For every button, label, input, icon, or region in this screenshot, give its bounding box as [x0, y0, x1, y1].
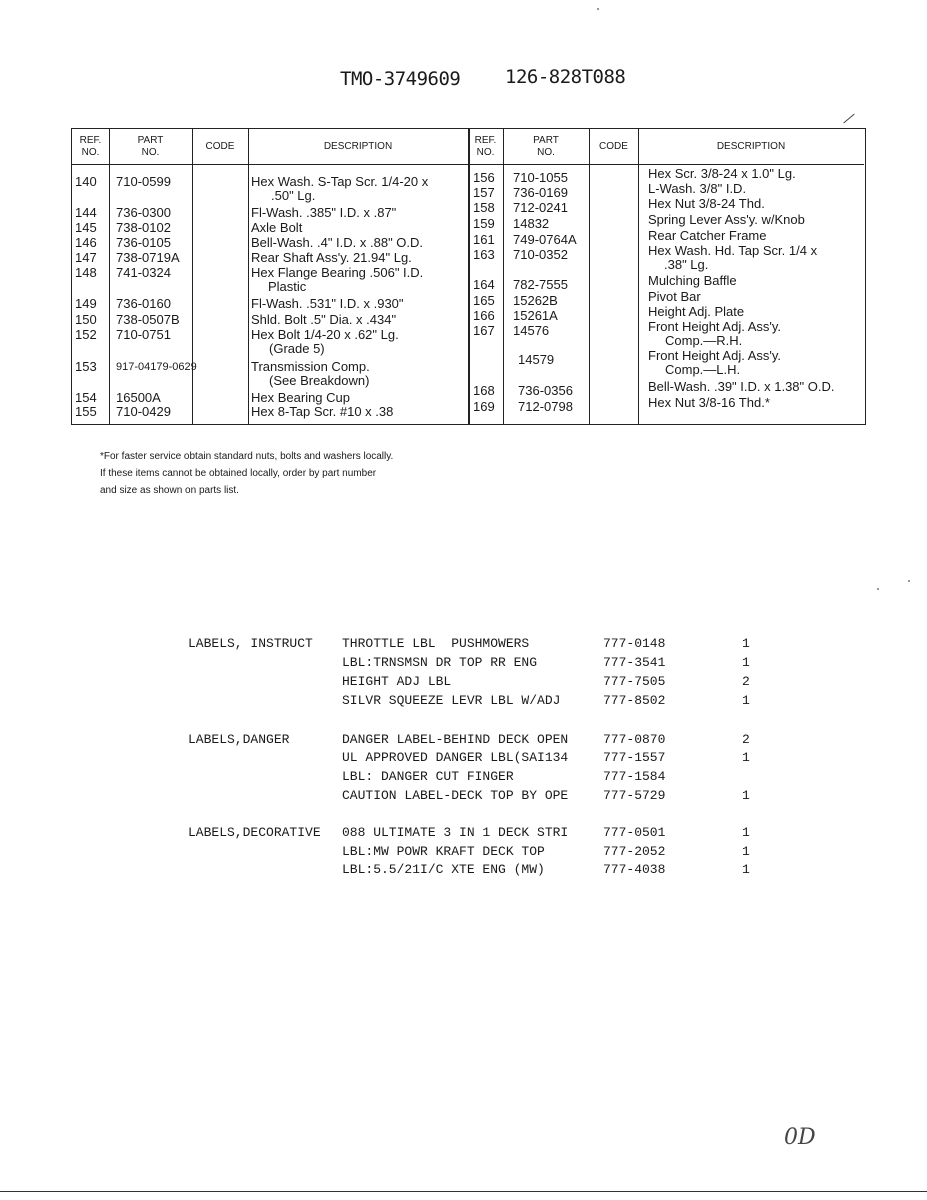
label-part-no: 777-8502 [603, 693, 666, 708]
description: Rear Catcher Frame [648, 228, 767, 243]
col-header-desc: DESCRIPTION [248, 129, 468, 165]
ref-no: 148 [75, 265, 97, 280]
ref-no: 149 [75, 296, 97, 311]
column-rule [109, 129, 110, 424]
part-no: 710-0352 [513, 247, 568, 262]
parts-table [71, 128, 866, 425]
ref-no: 161 [473, 232, 495, 247]
part-no: 710-0599 [116, 174, 171, 189]
ref-no: 150 [75, 312, 97, 327]
description: Mulching Baffle [648, 273, 737, 288]
col-header-desc-2: DESCRIPTION [638, 129, 864, 165]
part-no: 15262B [513, 293, 558, 308]
ref-no: 165 [473, 293, 495, 308]
part-no: 15261A [513, 308, 558, 323]
label-part-no: 777-3541 [603, 655, 666, 670]
label-qty: 1 [742, 693, 750, 708]
label-part-no: 777-2052 [603, 844, 666, 859]
description: Shld. Bolt .5" Dia. x .434" [251, 312, 397, 327]
ref-no: 154 [75, 390, 97, 405]
label-description: LBL:MW POWR KRAFT DECK TOP [342, 844, 545, 859]
label-part-no: 777-4038 [603, 862, 666, 877]
description: Hex Scr. 3/8-24 x 1.0" Lg. [648, 166, 796, 181]
label-row [0, 750, 927, 768]
label-row [0, 655, 927, 673]
page-bottom-rule [0, 1191, 927, 1192]
part-no: 738-0102 [116, 220, 171, 235]
description: Hex Bearing Cup [251, 390, 350, 405]
footnote-line: *For faster service obtain standard nuts, bolts and washers locally. [100, 451, 394, 462]
part-no: 14579 [518, 352, 555, 367]
description-cont: Comp.—L.H. [665, 362, 741, 377]
label-part-no: 777-0501 [603, 825, 666, 840]
label-qty: 2 [742, 732, 750, 747]
part-no: 710-1055 [513, 170, 568, 185]
description-cont: Comp.—R.H. [665, 333, 743, 348]
label-row [0, 825, 927, 843]
pen-mark [843, 114, 854, 124]
description: L-Wash. 3/8" I.D. [648, 181, 747, 196]
label-description: SILVR SQUEEZE LEVR LBL W/ADJ [342, 693, 561, 708]
ref-no: 144 [75, 205, 97, 220]
description: Hex Nut 3/8-24 Thd. [648, 196, 765, 211]
col-header-part: PART NO. [109, 129, 192, 165]
column-rule [503, 129, 504, 424]
column-rule [248, 129, 249, 424]
handwritten-note: 0D [784, 1125, 816, 1150]
ref-no: 169 [473, 399, 495, 414]
description: Transmission Comp. [251, 359, 370, 374]
model-code: TMO-3749609 [340, 68, 461, 90]
label-description: THROTTLE LBL PUSHMOWERS [342, 636, 530, 651]
col-header-ref: REF. NO. [72, 129, 109, 165]
description: Hex Wash. S-Tap Scr. 1/4-20 x [251, 174, 429, 189]
ref-no: 152 [75, 327, 97, 342]
part-no: 738-0719A [116, 250, 180, 265]
description: Hex Wash. Hd. Tap Scr. 1/4 x [648, 243, 818, 258]
label-description: UL APPROVED DANGER LBL(SAI134 [342, 750, 569, 765]
ref-no: 153 [75, 359, 97, 374]
description: Pivot Bar [648, 289, 701, 304]
part-no: 710-0429 [116, 404, 171, 419]
ref-no: 157 [473, 185, 495, 200]
label-row [0, 693, 927, 711]
ref-no: 158 [473, 200, 495, 215]
ref-no: 145 [75, 220, 97, 235]
description-cont: .50" Lg. [271, 188, 316, 203]
ref-no: 155 [75, 404, 97, 419]
label-qty: 1 [742, 862, 750, 877]
ref-no: 164 [473, 277, 495, 292]
ref-no: 167 [473, 323, 495, 338]
label-part-no: 777-1584 [603, 769, 666, 784]
description: Fl-Wash. .385" I.D. x .87" [251, 205, 397, 220]
col-header-code-2: CODE [589, 129, 638, 165]
part-no: 712-0798 [518, 399, 573, 414]
scan-speck [908, 580, 910, 582]
description: Height Adj. Plate [648, 304, 745, 319]
label-qty: 1 [742, 636, 750, 651]
part-no: 749-0764A [513, 232, 577, 247]
part-no: 710-0751 [116, 327, 171, 342]
column-rule [468, 129, 470, 424]
description: Fl-Wash. .531" I.D. x .930" [251, 296, 404, 311]
part-no: 741-0324 [116, 265, 171, 280]
description: Spring Lever Ass'y. w/Knob [648, 212, 805, 227]
footnote-line: If these items cannot be obtained locally, order by part number [100, 468, 377, 479]
label-qty: 1 [742, 750, 750, 765]
label-row [0, 674, 927, 692]
label-category: LABELS, INSTRUCT [188, 636, 313, 651]
label-qty: 1 [742, 844, 750, 859]
ref-no: 166 [473, 308, 495, 323]
label-row [0, 732, 927, 750]
ref-no: 140 [75, 174, 97, 189]
description: Axle Bolt [251, 220, 303, 235]
column-rule [638, 129, 639, 424]
description: Hex Bolt 1/4-20 x .62" Lg. [251, 327, 399, 342]
description-cont: Plastic [268, 279, 307, 294]
description-cont: (Grade 5) [269, 341, 325, 356]
label-row [0, 769, 927, 787]
part-no: 736-0356 [518, 383, 573, 398]
label-description: LBL:TRNSMSN DR TOP RR ENG [342, 655, 538, 670]
description-cont: (See Breakdown) [269, 373, 370, 388]
label-category: LABELS,DANGER [188, 732, 290, 747]
scan-speck [877, 588, 879, 590]
description: Rear Shaft Ass'y. 21.94" Lg. [251, 250, 412, 265]
label-qty: 1 [742, 655, 750, 670]
label-qty: 2 [742, 674, 750, 689]
part-no: 738-0507B [116, 312, 180, 327]
part-no: 917-04179-0629 [116, 361, 197, 373]
col-header-code: CODE [192, 129, 248, 165]
col-header-ref-2: REF. NO. [468, 129, 503, 165]
label-part-no: 777-7505 [603, 674, 666, 689]
label-row [0, 636, 927, 654]
description: Bell-Wash. .39" I.D. x 1.38" O.D. [648, 379, 835, 394]
column-rule [192, 129, 193, 424]
label-description: DANGER LABEL-BEHIND DECK OPEN [342, 732, 569, 747]
part-code: 126-828T088 [505, 66, 626, 88]
part-no: 736-0169 [513, 185, 568, 200]
label-row [0, 788, 927, 806]
description: Bell-Wash. .4" I.D. x .88" O.D. [251, 235, 424, 250]
footnote [100, 448, 393, 499]
ref-no: 146 [75, 235, 97, 250]
part-no: 14832 [513, 216, 550, 231]
ref-no: 147 [75, 250, 97, 265]
label-description: 088 ULTIMATE 3 IN 1 DECK STRI [342, 825, 569, 840]
part-no: 736-0300 [116, 205, 171, 220]
ref-no: 163 [473, 247, 495, 262]
part-no: 736-0160 [116, 296, 171, 311]
description: Front Height Adj. Ass'y. [648, 348, 782, 363]
description: Hex 8-Tap Scr. #10 x .38 [251, 404, 394, 419]
label-part-no: 777-0148 [603, 636, 666, 651]
label-description: LBL: DANGER CUT FINGER [342, 769, 514, 784]
ref-no: 168 [473, 383, 495, 398]
description: Hex Flange Bearing .506" I.D. [251, 265, 424, 280]
label-part-no: 777-1557 [603, 750, 666, 765]
description: Front Height Adj. Ass'y. [648, 319, 782, 334]
label-qty: 1 [742, 788, 750, 803]
label-part-no: 777-0870 [603, 732, 666, 747]
label-row [0, 844, 927, 862]
label-description: HEIGHT ADJ LBL [342, 674, 452, 689]
label-qty: 1 [742, 825, 750, 840]
ref-no: 156 [473, 170, 495, 185]
label-category: LABELS,DECORATIVE [188, 825, 321, 840]
col-header-part-2: PART NO. [503, 129, 589, 165]
description-cont: .38" Lg. [664, 257, 709, 272]
part-no: 14576 [513, 323, 550, 338]
part-no: 16500A [116, 390, 161, 405]
label-part-no: 777-5729 [603, 788, 666, 803]
ref-no: 159 [473, 216, 495, 231]
label-row [0, 862, 927, 880]
part-no: 712-0241 [513, 200, 568, 215]
part-no: 736-0105 [116, 235, 171, 250]
scan-speck [597, 8, 599, 10]
footnote-line: and size as shown on parts list. [100, 485, 239, 496]
column-rule [589, 129, 590, 424]
part-no: 782-7555 [513, 277, 568, 292]
label-description: CAUTION LABEL-DECK TOP BY OPE [342, 788, 569, 803]
description: Hex Nut 3/8-16 Thd.* [648, 395, 770, 410]
label-description: LBL:5.5/21I/C XTE ENG (MW) [342, 862, 545, 877]
